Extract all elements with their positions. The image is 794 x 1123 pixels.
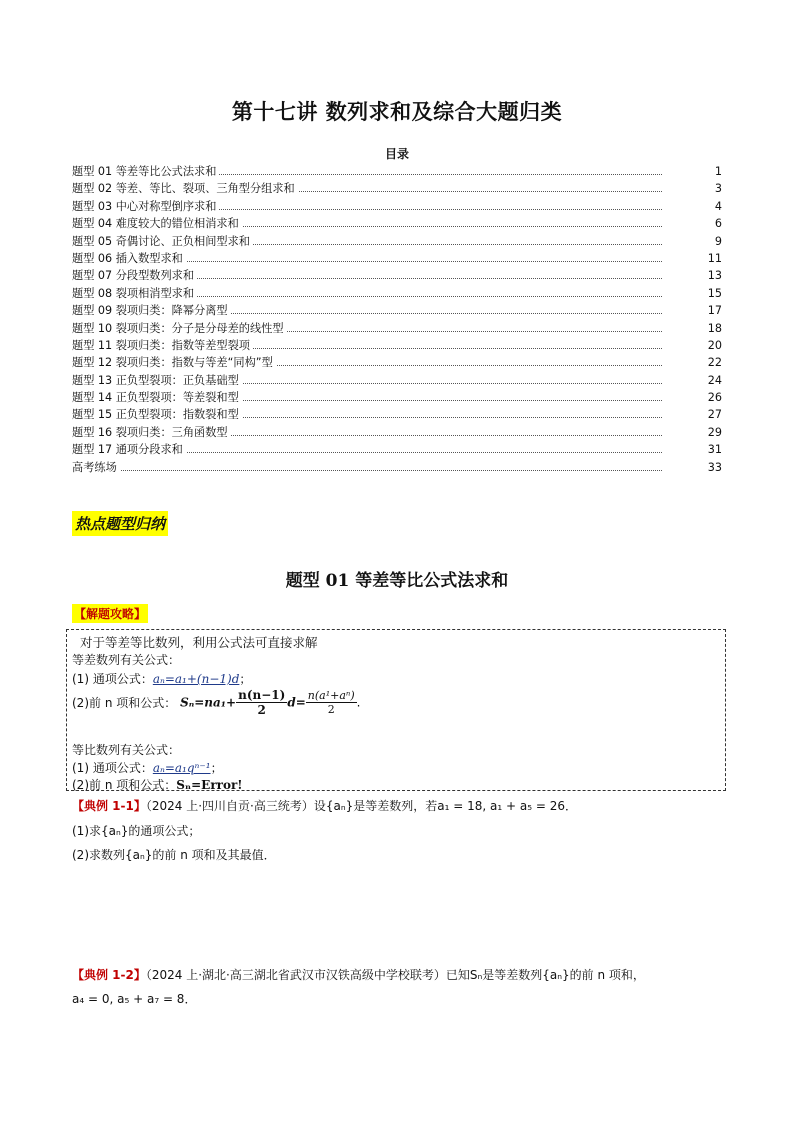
arith-2-frac2-num: n(a¹+aⁿ): [307, 689, 355, 702]
toc-entry-label: 题型 17 通项分段求和: [72, 441, 186, 458]
toc-entry-page: 31: [707, 443, 722, 457]
arith-2-lhs: Sₙ=na₁+: [180, 695, 237, 710]
geo-1-suffix: ；: [210, 761, 223, 775]
geo-1-formula: aₙ=a₁qⁿ⁻¹: [152, 761, 211, 775]
example-1-q2: (2)求数列{aₙ}的前 n 项和及其最值．: [72, 848, 276, 862]
geo-2-prefix: (2)前 n 项和公式：: [72, 778, 177, 792]
hot-topics-label: 热点题型归纳: [72, 511, 168, 536]
toc-entry-page: 13: [707, 269, 722, 283]
toc-entry-page: 11: [707, 251, 722, 265]
arith-1-suffix: ；: [239, 672, 252, 686]
toc-entry[interactable]: [72, 250, 722, 267]
toc-entry-page: 6: [714, 217, 722, 231]
toc-entry[interactable]: [72, 354, 722, 371]
arith-2-frac1: [236, 688, 287, 717]
geo-formula-2: [72, 776, 243, 793]
arith-2-frac1-den: 2: [257, 703, 266, 717]
toc-entry-label: 题型 12 裂项归类：指数与等差“同构”型: [72, 354, 276, 371]
toc-entry-label: 题型 09 裂项归类：降幂分离型: [72, 302, 231, 319]
toc-entry-label: 题型 06 插入数型求和: [72, 250, 186, 267]
toc-entry[interactable]: [72, 198, 722, 215]
arith-1-formula: aₙ=a₁+(n−1)d: [152, 672, 240, 686]
geo-2-formula: Sₙ=Error!: [176, 778, 243, 792]
toc-entry-page: 29: [707, 425, 722, 439]
toc-entry[interactable]: [72, 302, 722, 319]
toc-entry[interactable]: [72, 233, 722, 250]
geo-formula-1: [72, 759, 223, 776]
arith-formula-1: [72, 670, 251, 687]
toc-entry-page: 17: [707, 304, 722, 318]
toc-entry[interactable]: [72, 459, 722, 476]
toc-entry-label: 题型 04 难度较大的错位相消求和: [72, 215, 242, 232]
toc-entry-label: 题型 16 裂项归类：三角函数型: [72, 424, 231, 441]
arith-2-end: .: [356, 695, 361, 710]
toc-entry[interactable]: [72, 389, 722, 406]
toc-entry-label: 题型 11 裂项归类：指数等差型裂项: [72, 337, 253, 354]
toc-entry[interactable]: [72, 337, 722, 354]
toc-entry-page: 4: [714, 199, 722, 213]
page-title: 第十七讲 数列求和及综合大题归类: [231, 100, 563, 124]
toc-entry-page: 26: [707, 391, 722, 405]
example-2-header: [72, 966, 645, 983]
section-title: 题型 01 等差等比公式法求和: [285, 571, 509, 591]
toc-entry[interactable]: [72, 441, 722, 458]
toc-entry-label: 题型 07 分段型数列求和: [72, 267, 197, 284]
arith-2-prefix: (2)前 n 项和公式：: [72, 696, 177, 710]
toc-entry-label: 题型 03 中心对称型倒序求和: [72, 198, 219, 215]
toc-entry[interactable]: [72, 320, 722, 337]
toc-leader-dots: [72, 470, 662, 471]
toc-entry-page: 1: [714, 165, 722, 178]
toc-entry-page: 24: [707, 373, 722, 387]
example-2-label: 【典例 1-2】: [72, 968, 146, 982]
arith-2-frac2-den: 2: [327, 703, 335, 716]
toc-entry[interactable]: [72, 163, 722, 180]
arith-2-frac1-num: n(n−1): [238, 688, 286, 702]
toc-entry-label: 题型 05 奇偶讨论、正负相间型求和: [72, 233, 253, 250]
toc-entry-page: 18: [707, 321, 722, 335]
toc-entry-page: 15: [707, 286, 722, 300]
toc-entry-label: 题型 14 正负型裂项：等差裂和型: [72, 389, 242, 406]
table-of-contents: [72, 163, 722, 476]
tip-intro: 对于等差等比数列，利用公式法可直接求解: [80, 635, 318, 650]
example-1-label: 【典例 1-1】: [72, 799, 146, 813]
toc-entry-label: 题型 10 裂项归类：分子是分母差的线性型: [72, 320, 287, 337]
toc-entry-page: 22: [707, 356, 722, 370]
toc-entry-page: 33: [707, 460, 722, 474]
toc-entry[interactable]: [72, 424, 722, 441]
arith-1-prefix: (1) 通项公式：: [72, 672, 153, 686]
example-1-source: （2024 上·四川自贡·高三统考）设{aₙ}是等差数列，若a₁ = 18, a₁ + a₅ = 26．: [145, 799, 577, 813]
toc-entry-label: 题型 01 等差等比公式法求和: [72, 163, 219, 180]
arith-2-mid: d=: [287, 695, 306, 710]
toc-entry-label: 题型 02 等差、等比、裂项、三角型分组求和: [72, 180, 298, 197]
example-2-source: （2024 上·湖北·高三湖北省武汉市汉铁高级中学校联考）已知Sₙ是等差数列{aₙ}的前 n 项和，: [145, 968, 645, 982]
toc-entry[interactable]: [72, 406, 722, 423]
toc-entry[interactable]: [72, 180, 722, 197]
tip-label: 【解题攻略】: [72, 604, 148, 623]
toc-entry-page: 20: [707, 338, 722, 352]
toc-entry[interactable]: [72, 215, 722, 232]
arith-2-frac2: [306, 689, 357, 716]
arith-heading: 等差数列有关公式：: [72, 653, 181, 667]
toc-entry-label: 高考练场: [72, 459, 120, 476]
geo-1-prefix: (1) 通项公式：: [72, 761, 153, 775]
geo-heading: 等比数列有关公式：: [72, 743, 181, 757]
example-2-condition: a₄ = 0, a₅ + a₇ = 8．: [72, 992, 197, 1006]
toc-entry[interactable]: [72, 267, 722, 284]
toc-entry-label: 题型 15 正负型裂项：指数裂和型: [72, 406, 242, 423]
toc-entry-label: 题型 08 裂项相消型求和: [72, 285, 197, 302]
toc-entry-label: 题型 13 正负型裂项：正负基础型: [72, 372, 242, 389]
example-1-header: [72, 797, 577, 814]
toc-entry[interactable]: [72, 285, 722, 302]
toc-entry-page: 3: [714, 182, 722, 196]
arith-formula-2: [72, 688, 360, 724]
toc-entry[interactable]: [72, 372, 722, 389]
toc-heading: 目录: [384, 147, 409, 161]
toc-entry-page: 9: [714, 234, 722, 248]
example-1-q1: (1)求{aₙ}的通项公式；: [72, 824, 201, 838]
toc-entry-page: 27: [707, 408, 722, 422]
